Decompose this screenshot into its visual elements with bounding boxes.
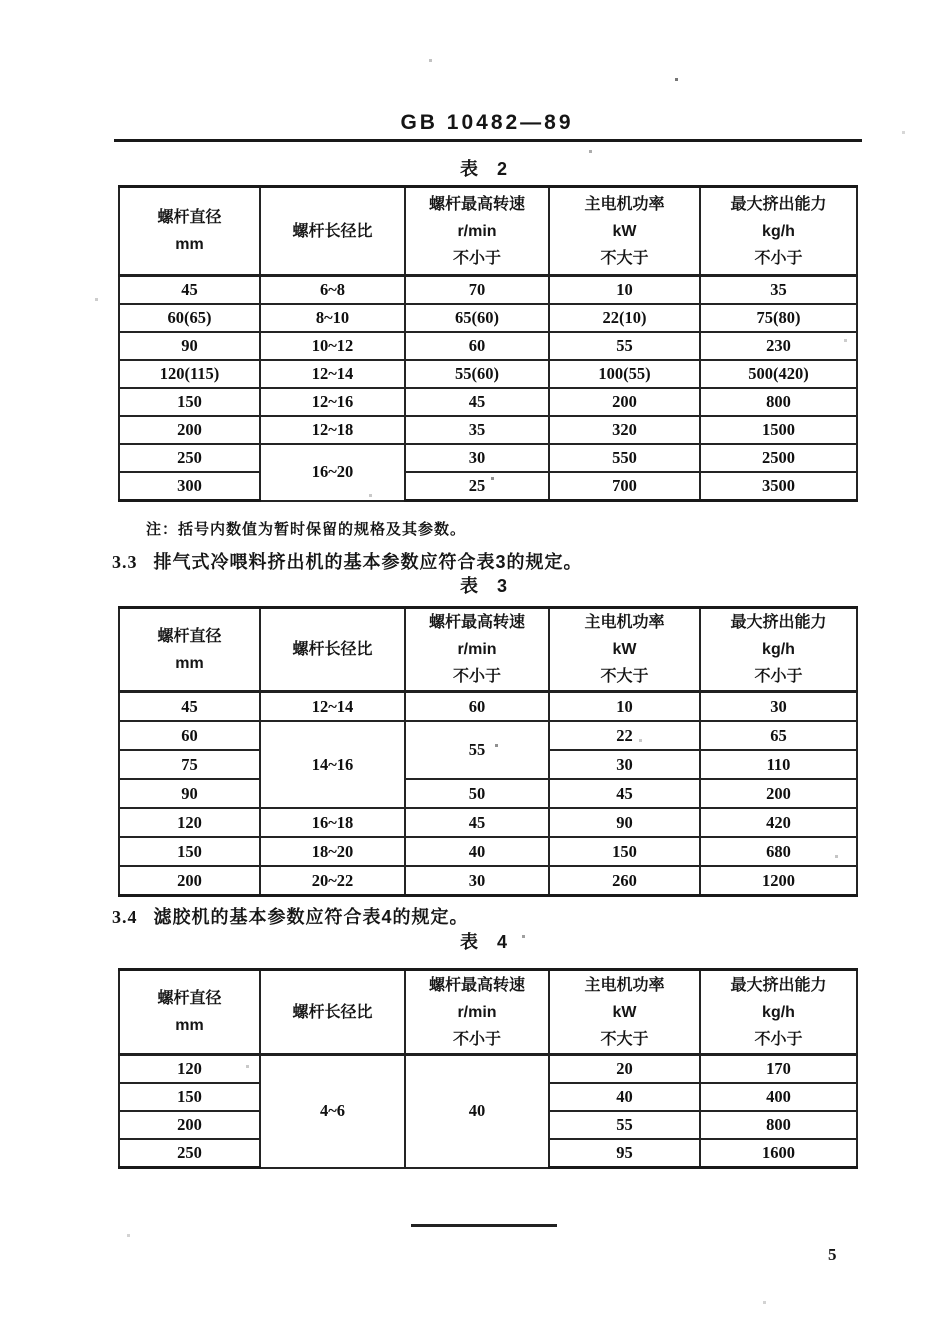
table-cell: 150 (119, 1083, 260, 1111)
column-header-motor-power (549, 187, 700, 276)
header-line: mm (175, 236, 204, 253)
header-line: 螺杆最高转速 (428, 195, 525, 213)
table-cell: 550 (549, 444, 700, 472)
section-3-4 (112, 903, 469, 929)
column-header-max-screw-speed (405, 608, 549, 692)
table4-strainer-parameters (118, 968, 858, 1169)
table-row (119, 721, 857, 750)
table-cell: 45 (119, 276, 260, 305)
header-line: 螺杆直径 (157, 990, 222, 1007)
table-cell: 200 (549, 388, 700, 416)
table-cell-merged: 40 (405, 1055, 549, 1168)
table-cell: 16~18 (260, 808, 405, 837)
table-cell: 60 (119, 721, 260, 750)
header-line: 不小于 (754, 1030, 803, 1048)
header-line: 不小于 (754, 249, 803, 267)
section-number: 3.3 (112, 552, 138, 572)
table-cell: 2500 (700, 444, 857, 472)
table-cell: 40 (405, 837, 549, 866)
table-row (119, 1055, 857, 1084)
header-line: 最大挤出能力 (730, 195, 827, 213)
table-cell: 12~14 (260, 692, 405, 722)
table-cell: 40 (549, 1083, 700, 1111)
header-line: kg/h (762, 1003, 795, 1021)
table-cell: 22(10) (549, 304, 700, 332)
header-line: 不小于 (452, 1030, 501, 1048)
table-cell: 95 (549, 1139, 700, 1168)
table-cell: 45 (119, 692, 260, 722)
header-line: 螺杆长径比 (292, 1003, 373, 1021)
table2-note: 注：括号内数值为暂时保留的规格及其参数。 (146, 521, 467, 538)
table-cell: 45 (549, 779, 700, 808)
table-cell: 800 (700, 1111, 857, 1139)
table-cell: 60 (405, 332, 549, 360)
table-cell: 60(65) (119, 304, 260, 332)
table-cell: 120(115) (119, 360, 260, 388)
table-cell: 30 (700, 692, 857, 722)
header-line: 不大于 (600, 1030, 649, 1048)
table-row (119, 866, 857, 896)
table-cell: 680 (700, 837, 857, 866)
section-number: 3.4 (112, 907, 138, 927)
header-line: 不大于 (600, 668, 649, 685)
table-cell: 60 (405, 692, 549, 722)
table-cell: 35 (700, 276, 857, 305)
table-cell: 8~10 (260, 304, 405, 332)
table-cell: 250 (119, 444, 260, 472)
table-row (119, 692, 857, 722)
table-cell: 75 (119, 750, 260, 779)
column-header-max-extrusion-capacity (700, 970, 857, 1055)
header-line: kg/h (762, 222, 795, 240)
column-header-screw-diameter (119, 970, 260, 1055)
column-header-max-extrusion-capacity (700, 608, 857, 692)
header-line: 主电机功率 (584, 976, 665, 994)
table-cell: 150 (549, 837, 700, 866)
table-cell: 6~8 (260, 276, 405, 305)
table-cell: 45 (405, 388, 549, 416)
header-line: kg/h (762, 641, 795, 658)
table-cell: 55 (549, 1111, 700, 1139)
table-cell-merged: 55 (405, 721, 549, 779)
table-cell: 30 (405, 444, 549, 472)
table-cell: 55(60) (405, 360, 549, 388)
table-cell: 75(80) (700, 304, 857, 332)
table4-caption: 表 4 (459, 932, 514, 952)
section-text: 滤胶机的基本参数应符合表4的规定。 (153, 907, 469, 927)
table-cell: 18~20 (260, 837, 405, 866)
table-cell-merged: 4~6 (260, 1055, 405, 1168)
table-header-row (119, 187, 857, 276)
table-cell: 150 (119, 837, 260, 866)
header-line: 不大于 (600, 249, 649, 267)
table-header-row (119, 970, 857, 1055)
table-cell-merged: 16~20 (260, 444, 405, 501)
table-cell: 70 (405, 276, 549, 305)
column-header-screw-diameter (119, 608, 260, 692)
section-3-3 (112, 548, 583, 574)
column-header-motor-power (549, 608, 700, 692)
header-line: 螺杆最高转速 (428, 976, 525, 994)
table-cell: 90 (119, 779, 260, 808)
table-cell: 65 (700, 721, 857, 750)
table-cell: 90 (549, 808, 700, 837)
table-cell: 10~12 (260, 332, 405, 360)
table-cell: 200 (119, 866, 260, 896)
table-cell: 50 (405, 779, 549, 808)
table-cell-merged: 14~16 (260, 721, 405, 808)
table-row (119, 837, 857, 866)
table-cell: 300 (119, 472, 260, 501)
column-header-length-diameter-ratio (260, 970, 405, 1055)
table-cell: 500(420) (700, 360, 857, 388)
table-cell: 45 (405, 808, 549, 837)
table-cell: 110 (700, 750, 857, 779)
header-line: 最大挤出能力 (730, 614, 827, 631)
column-header-max-extrusion-capacity (700, 187, 857, 276)
table-cell: 1600 (700, 1139, 857, 1168)
table-cell: 10 (549, 692, 700, 722)
table-cell: 25 (405, 472, 549, 501)
header-line: 不小于 (452, 668, 501, 685)
column-header-length-diameter-ratio (260, 608, 405, 692)
table-row (119, 416, 857, 444)
table-cell: 700 (549, 472, 700, 501)
column-header-max-screw-speed (405, 970, 549, 1055)
table-cell: 200 (700, 779, 857, 808)
table-cell: 120 (119, 808, 260, 837)
column-header-max-screw-speed (405, 187, 549, 276)
header-line: 螺杆直径 (157, 627, 222, 645)
table-row (119, 472, 857, 501)
column-header-length-diameter-ratio (260, 187, 405, 276)
table2-caption: 表 2 (459, 159, 514, 179)
end-of-text-rule (411, 1224, 557, 1227)
column-header-screw-diameter (119, 187, 260, 276)
header-line: 主电机功率 (584, 614, 665, 631)
table-row (119, 388, 857, 416)
column-header-motor-power (549, 970, 700, 1055)
table-cell: 30 (549, 750, 700, 779)
table-cell: 1200 (700, 866, 857, 896)
table-row (119, 332, 857, 360)
table-cell: 150 (119, 388, 260, 416)
table-row (119, 276, 857, 305)
header-line: mm (175, 654, 204, 672)
header-line: 最大挤出能力 (730, 976, 827, 994)
table-row (119, 808, 857, 837)
header-line: 不小于 (452, 249, 501, 267)
header-line: 螺杆最高转速 (428, 614, 525, 631)
table-cell: 22 (549, 721, 700, 750)
header-line: mm (175, 1017, 204, 1034)
header-line: 螺杆长径比 (292, 222, 373, 240)
table-cell: 420 (700, 808, 857, 837)
table-cell: 320 (549, 416, 700, 444)
table-cell: 65(60) (405, 304, 549, 332)
header-line: 螺杆长径比 (292, 641, 373, 658)
header-line: r/min (457, 1003, 497, 1021)
table-header-row (119, 608, 857, 692)
table-cell: 12~18 (260, 416, 405, 444)
table-row (119, 360, 857, 388)
table-cell: 230 (700, 332, 857, 360)
table-cell: 12~16 (260, 388, 405, 416)
table-cell: 250 (119, 1139, 260, 1168)
table-cell: 200 (119, 416, 260, 444)
header-line: kW (612, 1003, 637, 1021)
table-cell: 35 (405, 416, 549, 444)
table-cell: 1500 (700, 416, 857, 444)
header-line: r/min (457, 641, 497, 658)
section-text: 排气式冷喂料挤出机的基本参数应符合表3的规定。 (153, 552, 583, 572)
table-row (119, 444, 857, 472)
header-line: r/min (457, 222, 497, 240)
table3-vented-cold-feed-extruder-parameters (118, 606, 858, 897)
table-cell: 3500 (700, 472, 857, 501)
table-cell: 55 (549, 332, 700, 360)
table-row (119, 304, 857, 332)
scan-noise (0, 0, 1, 1)
table-cell: 170 (700, 1055, 857, 1084)
table-cell: 200 (119, 1111, 260, 1139)
table-cell: 400 (700, 1083, 857, 1111)
header-line: 螺杆直径 (157, 209, 222, 226)
page-number: 5 (828, 1245, 837, 1264)
table-cell: 800 (700, 388, 857, 416)
header-rule (114, 139, 862, 142)
table-cell: 30 (405, 866, 549, 896)
table-cell: 260 (549, 866, 700, 896)
table-cell: 90 (119, 332, 260, 360)
table2-hot-feed-extruder-parameters (118, 185, 858, 502)
table-cell: 100(55) (549, 360, 700, 388)
header-line: kW (612, 641, 637, 658)
table-cell: 12~14 (260, 360, 405, 388)
standard-number-title: GB 10482—89 (400, 111, 574, 134)
header-line: kW (612, 222, 637, 240)
table-cell: 120 (119, 1055, 260, 1084)
table3-caption: 表 3 (459, 576, 514, 596)
header-line: 不小于 (754, 668, 803, 685)
header-line: 主电机功率 (584, 195, 665, 213)
table-cell: 20~22 (260, 866, 405, 896)
table-cell: 10 (549, 276, 700, 305)
table-cell: 20 (549, 1055, 700, 1084)
table-row (119, 779, 857, 808)
